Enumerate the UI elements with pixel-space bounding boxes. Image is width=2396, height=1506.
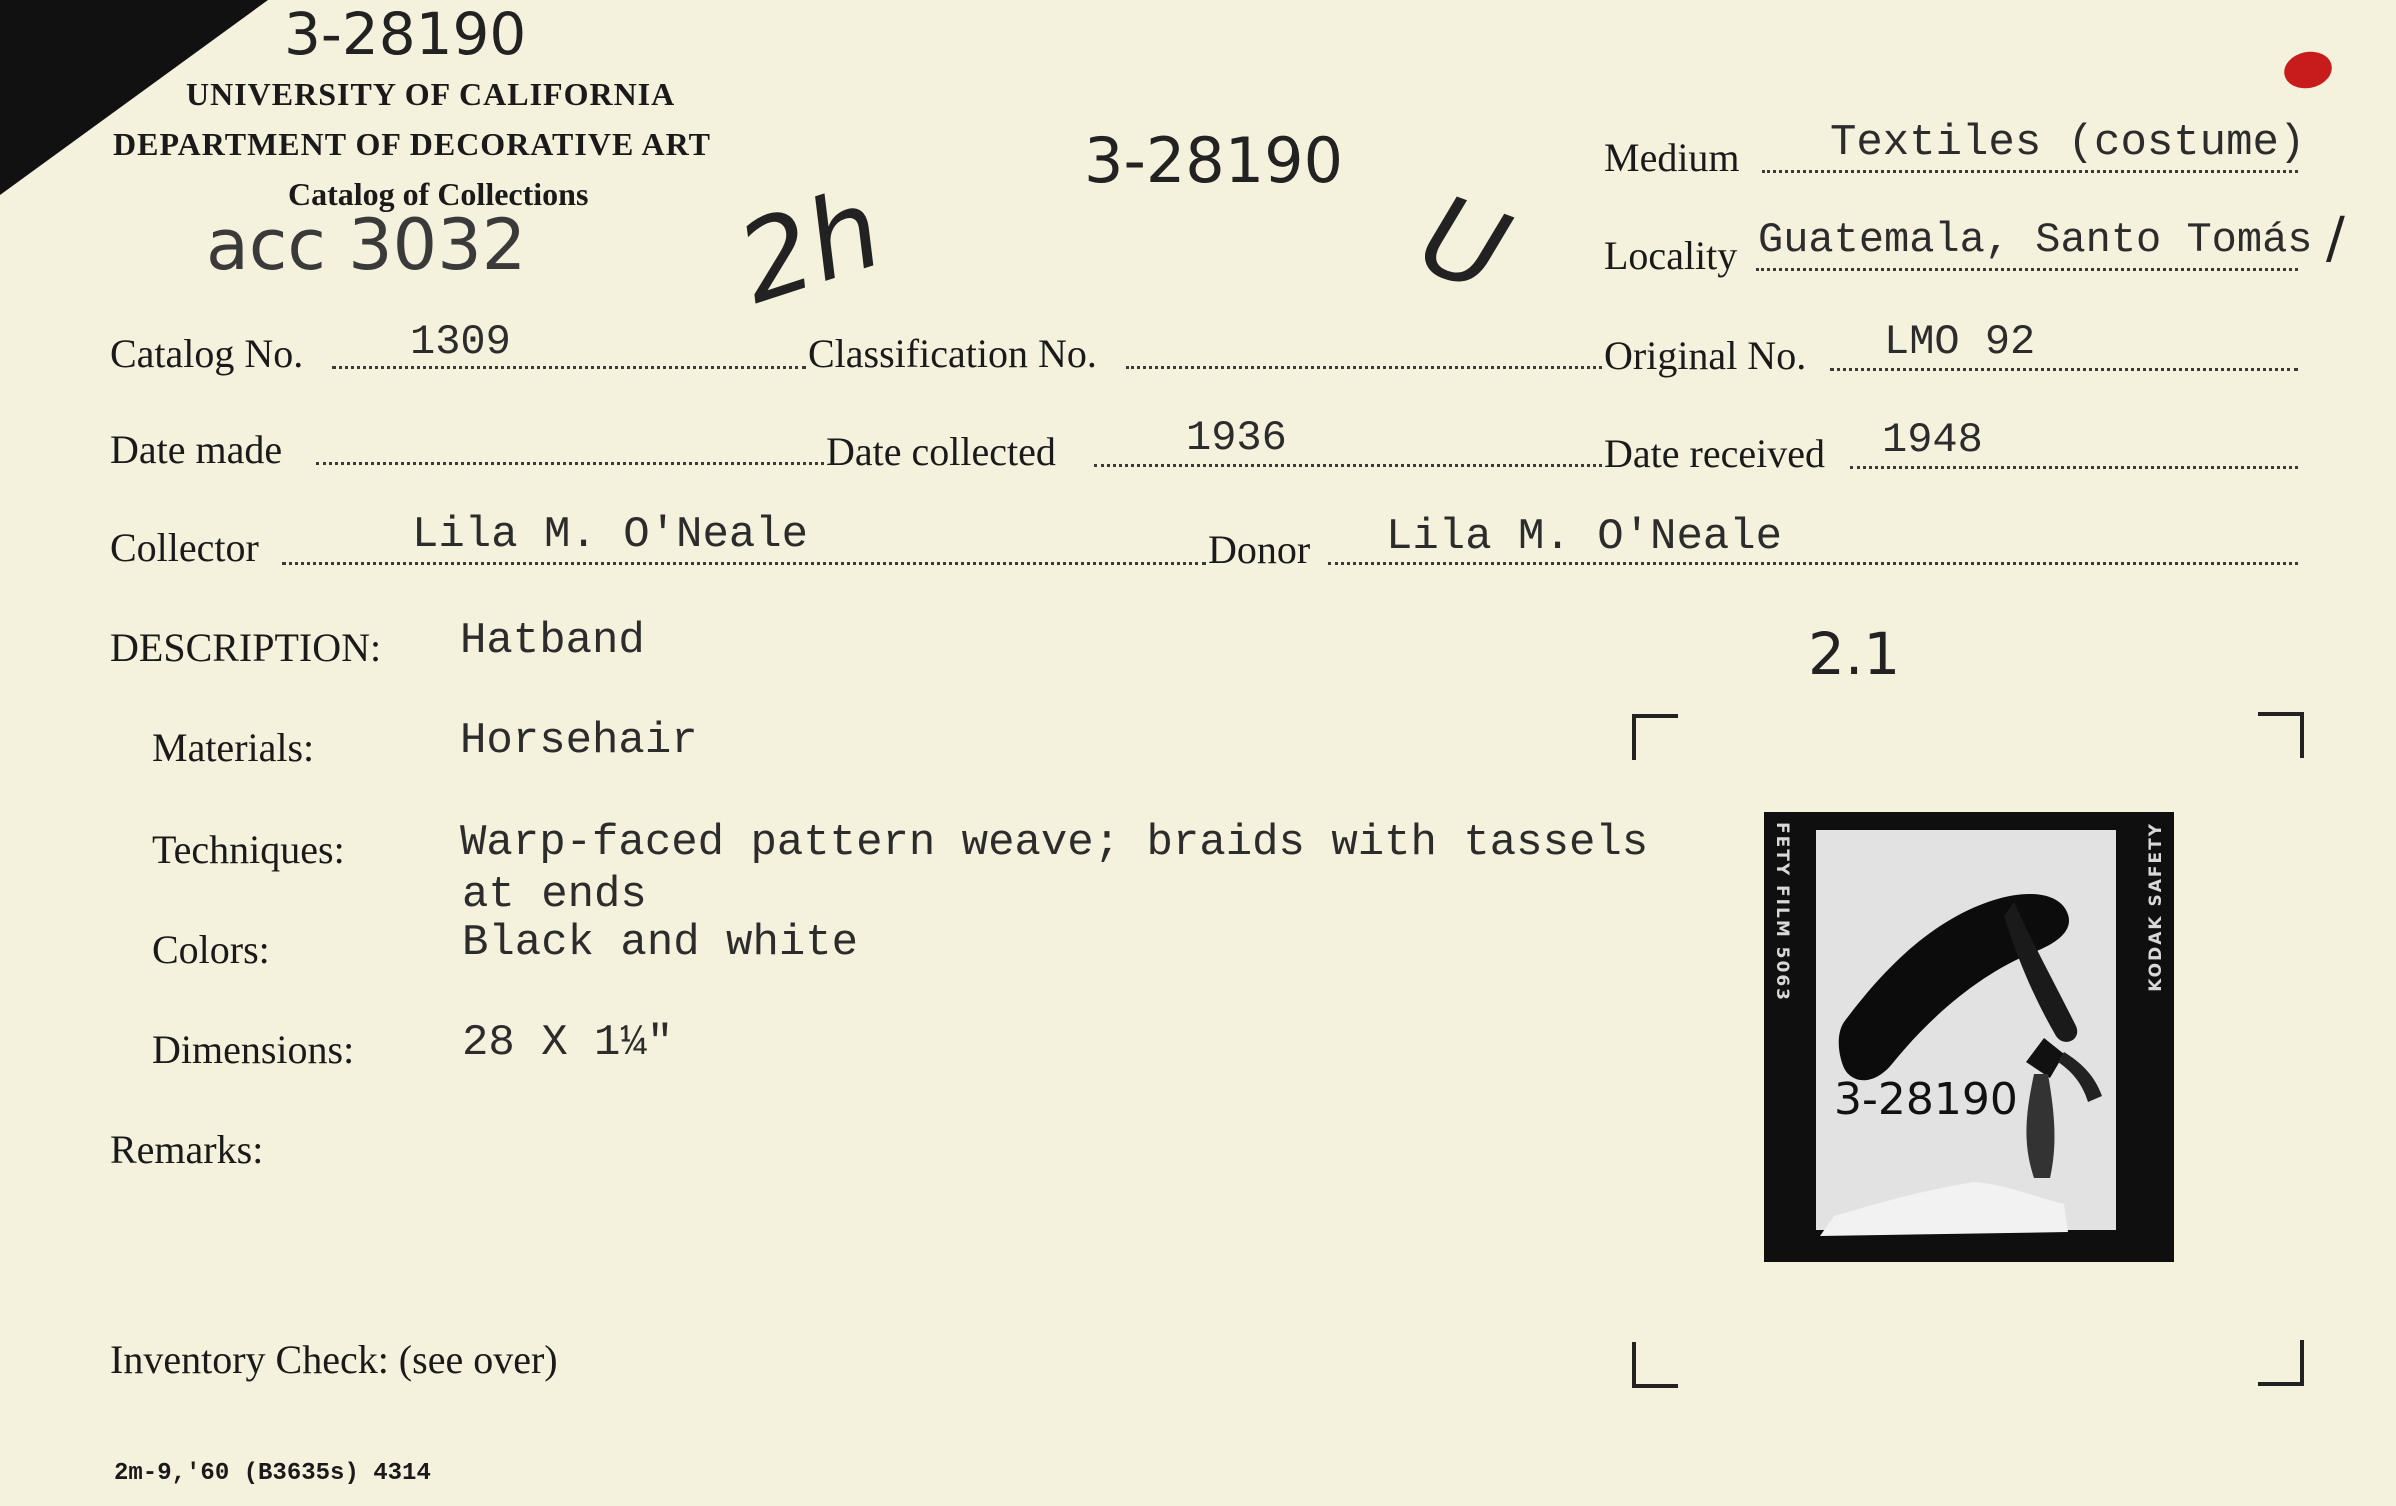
top-catalog-number: 3-28190 xyxy=(284,0,527,68)
locality-label: Locality xyxy=(1604,233,1738,278)
original-no-line xyxy=(1830,368,2298,371)
donor-value: Lila M. O'Neale xyxy=(1386,512,1783,562)
crop-mark-top-left xyxy=(1632,714,1678,760)
date-collected-label: Date collected xyxy=(826,429,1056,474)
photo-note: 2.1 xyxy=(1808,620,1901,688)
dimensions-value: 28 X 1¼" xyxy=(462,1018,674,1068)
colors-value: Black and white xyxy=(462,918,859,968)
donor-label: Donor xyxy=(1208,527,1311,572)
classification-no-label: Classification No. xyxy=(808,331,1097,376)
department-name: DEPARTMENT OF DECORATIVE ART xyxy=(113,126,711,162)
crop-mark-bottom-left xyxy=(1632,1342,1678,1388)
original-no-label: Original No. xyxy=(1604,333,1807,378)
locality-value: Guatemala, Santo Tomás xyxy=(1758,216,2313,264)
film-edge-right: KODAK SAFETY xyxy=(2146,822,2166,992)
collector-label: Collector xyxy=(110,525,259,570)
hatband-image xyxy=(1764,812,2174,1262)
inventory-check: Inventory Check: (see over) xyxy=(110,1337,558,1382)
date-made-line xyxy=(316,462,824,465)
center-catalog-number: 3-28190 xyxy=(1084,124,1344,197)
original-no-value: LMO 92 xyxy=(1884,318,2036,366)
classification-no-line xyxy=(1126,366,1602,369)
crop-mark-bottom-right xyxy=(2258,1340,2304,1386)
locality-slash: / xyxy=(2326,206,2345,271)
object-tag: 3-28190 xyxy=(1834,1074,2018,1125)
description-label: DESCRIPTION: xyxy=(110,625,382,670)
date-collected-value: 1936 xyxy=(1186,414,1287,462)
collector-value: Lila M. O'Neale xyxy=(412,510,809,560)
university-name: UNIVERSITY OF CALIFORNIA xyxy=(186,76,676,112)
medium-line xyxy=(1762,170,2298,173)
date-received-value: 1948 xyxy=(1882,416,1983,464)
techniques-line-2: at ends xyxy=(462,870,647,920)
dimensions-label: Dimensions: xyxy=(152,1027,355,1072)
techniques-label: Techniques: xyxy=(152,827,345,872)
hand-mark-u: U xyxy=(1404,170,1524,318)
medium-label: Medium xyxy=(1604,135,1740,180)
date-collected-line xyxy=(1094,464,1602,467)
donor-line xyxy=(1328,562,2298,565)
collector-line xyxy=(282,562,1206,565)
locality-line xyxy=(1756,268,2298,271)
catalog-no-value: 1309 xyxy=(410,318,511,366)
remarks-label: Remarks: xyxy=(110,1127,264,1172)
catalog-of-collections: Catalog of Collections xyxy=(288,176,589,212)
medium-value: Textiles (costume) xyxy=(1830,118,2306,168)
materials-label: Materials: xyxy=(152,725,315,770)
catalog-no-label: Catalog No. xyxy=(110,331,304,376)
colors-label: Colors: xyxy=(152,927,270,972)
date-received-line xyxy=(1850,466,2298,469)
object-photo xyxy=(1764,812,2174,1262)
crop-mark-top-right xyxy=(2258,712,2304,758)
hand-note-2h: 2h xyxy=(723,163,897,329)
print-code: 2m-9,'60 (B3635s) 4314 xyxy=(114,1460,431,1487)
techniques-line-1: Warp-faced pattern weave; braids with tassels xyxy=(460,818,1649,868)
red-mark xyxy=(2281,47,2335,92)
acc-note: acc 3032 xyxy=(206,204,527,286)
description-value: Hatband xyxy=(460,616,645,666)
date-received-label: Date received xyxy=(1604,431,1825,476)
film-edge-left: FETY FILM 5063 xyxy=(1772,822,1792,1002)
materials-value: Horsehair xyxy=(460,716,698,766)
date-made-label: Date made xyxy=(110,427,283,472)
catalog-no-line xyxy=(332,366,806,369)
